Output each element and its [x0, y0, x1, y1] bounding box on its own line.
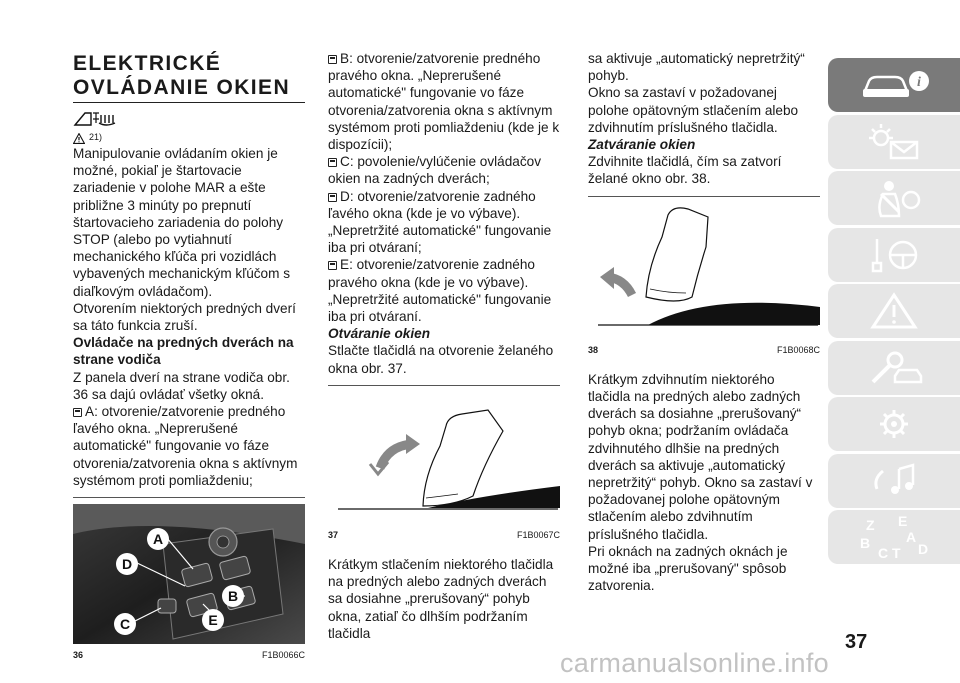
figure-number: 36 — [73, 650, 84, 661]
column-2 — [328, 50, 560, 642]
figure-38-caption — [588, 342, 820, 359]
window-control-symbol-icon — [73, 109, 117, 127]
paragraph: Z panela dverí na strane vodiča obr. 36 sa dajú ovládať všetky okná. — [73, 369, 290, 402]
door-panel-switches-photo — [73, 504, 305, 644]
bullet-text: C: povolenie/vylúčenie ovládačov okien na zadných dverách; — [328, 154, 542, 187]
paragraph: Zdvihnite tlačidlá, čím sa zatvorí želané okno obr. 38. — [588, 154, 782, 187]
warning-ref-text: 21) — [89, 132, 103, 143]
bullet-icon — [328, 55, 337, 64]
svg-text:E: E — [898, 513, 908, 529]
paragraph: Krátkym zdvihnutím niektorého tlačidla na predných alebo zadných dverách sa dosiahne „prerušovaný“ pohyb okna; podržaním ovládača zdvihnutého dlhšie na predných dverách sa aktivuje „automatický nepretržitý“ pohyb. Okno sa zastaví v požadovanej polohe opätovným stlačením alebo zdvihnutím príslušného tlačidla. — [588, 371, 813, 542]
figure-36 — [73, 504, 305, 644]
svg-text:C: C — [878, 545, 889, 561]
svg-text:Z: Z — [866, 517, 875, 533]
bullet-text: A: otvorenie/zatvorenie predného ľavého okna. „Neprerušené automatické" fungovanie vo fáze otvorenia/zatvorenia okna s aktívnym systémom proti pomliaždeniu; — [73, 404, 298, 488]
paragraph: Otvorením niektorých predných dverí sa táto funkcia zruší. — [73, 300, 296, 334]
bullet-icon — [73, 408, 82, 417]
dashboard-lights-icon — [859, 120, 929, 164]
svg-text:A: A — [906, 529, 917, 545]
figure-37-caption — [328, 527, 560, 544]
svg-text:D: D — [918, 541, 929, 557]
section-title-line1: ELEKTRICKÉ — [73, 52, 222, 75]
figure-38 — [588, 197, 820, 339]
tab-multimedia[interactable] — [828, 454, 960, 508]
paragraph: sa aktivuje „automatický nepretržitý“ pohyb. — [588, 51, 805, 84]
svg-text:B: B — [860, 535, 871, 551]
bullet-text: E: otvorenie/zatvorenie zadného pravého okna (kde je vo výbave). „Nepretržité automatické" fungovanie iba pri otváraní. — [328, 257, 552, 325]
figure-37 — [328, 386, 560, 524]
finger-lift-illustration — [588, 197, 820, 339]
wrench-car-icon — [859, 346, 929, 390]
seatbelt-airbag-icon — [859, 176, 929, 220]
subheading: Ovládače na predných dverách na strane vodiča — [73, 335, 294, 368]
callout-B: B — [227, 588, 239, 605]
bullet-icon — [328, 193, 337, 202]
figure-code: F1B0067C — [516, 529, 560, 540]
title-divider — [73, 102, 305, 103]
bullet-text: B: otvorenie/zatvorenie predného pravého okna. „Neprerušené automatické" fungovanie vo fáze otvorenia/zatvorenia okna s aktívnym systémom proti pomliaždeniu (kde je k dispozícii); — [328, 51, 560, 153]
svg-text:i: i — [917, 75, 921, 90]
bullet-icon — [328, 261, 337, 270]
car-info-icon — [859, 65, 929, 105]
key-steering-icon — [859, 233, 929, 277]
bullet-item — [328, 256, 560, 325]
warning-icons — [73, 109, 305, 129]
bullet-item — [328, 153, 560, 187]
figure-number: 38 — [588, 344, 599, 355]
subheading: Otváranie okien — [328, 326, 430, 342]
bullet-item — [73, 403, 305, 489]
paragraph: Krátkym stlačením niektorého tlačidla na predných alebo zadných dverách sa dosiahne „prerušovaný“ pohyb okna, zatiaľ čo dlhším podržaním tlačidla — [328, 557, 554, 641]
bullet-item — [328, 50, 560, 153]
paragraph: Okno sa zastaví v požadovanej polohe opätovným stlačením alebo zdvihnutím príslušného tlačidla. — [588, 85, 799, 135]
paragraph: Stlačte tlačidlá na otvorenie želaného okna obr. 37. — [328, 343, 554, 376]
warning-triangle-icon — [859, 289, 929, 333]
bullet-item — [328, 188, 560, 257]
paragraph: Manipulovanie ovládaním okien je možné, pokiaľ je štartovacie zariadenie v polohe MAR a ešte približne 3 minúty po prepnutí štartovacieho zariadenia do polohy STOP (alebo po vytiahnutí mechanického kľúča pri vozidlách vybavených mechanickým kľúčom s diaľkovým ovládačom). — [73, 146, 291, 299]
svg-text:T: T — [892, 545, 901, 561]
tab-dashboard-lights[interactable] — [828, 115, 960, 169]
page-number: 37 — [845, 631, 868, 653]
phone-music-icon — [859, 459, 929, 503]
tab-emergency[interactable] — [828, 284, 960, 338]
gear-tools-icon — [859, 402, 929, 446]
paragraph: Pri oknách na zadných oknách je možné iba „prerušovaný" spôsob zatvorenia. — [588, 543, 788, 594]
tab-starting-driving[interactable] — [828, 228, 960, 282]
tab-index[interactable] — [828, 510, 960, 564]
figure-top-rule — [73, 497, 305, 498]
figure-code: F1B0068C — [776, 344, 820, 355]
bullet-text: D: otvorenie/zatvorenie zadného ľavého okna (kde je vo výbave). „Nepretržité automatické" fungovanie iba pri otváraní; — [328, 188, 552, 256]
column-1 — [73, 52, 305, 664]
tab-maintenance[interactable] — [828, 341, 960, 395]
subheading: Zatváranie okien — [588, 137, 696, 153]
warning-triangle-icon — [73, 133, 85, 144]
section-title-line2: OVLÁDANIE OKIEN — [73, 76, 291, 99]
bullet-icon — [328, 158, 337, 167]
alphabet-index-icon — [854, 512, 934, 562]
column-3 — [588, 50, 820, 594]
tab-car-info[interactable] — [828, 58, 960, 112]
chapter-tabs — [828, 58, 960, 567]
tab-safety[interactable] — [828, 171, 960, 225]
finger-press-illustration — [328, 386, 560, 524]
callout-C: C — [119, 616, 131, 633]
callout-E: E — [208, 612, 218, 629]
figure-number: 37 — [328, 529, 339, 540]
warning-reference — [73, 131, 305, 145]
callout-D: D — [121, 556, 133, 573]
tab-technical-data[interactable] — [828, 397, 960, 451]
callout-A: A — [152, 531, 164, 548]
watermark: carmanualsonline.info — [560, 648, 829, 678]
figure-code: F1B0066C — [261, 650, 305, 661]
figure-36-caption — [73, 647, 305, 664]
